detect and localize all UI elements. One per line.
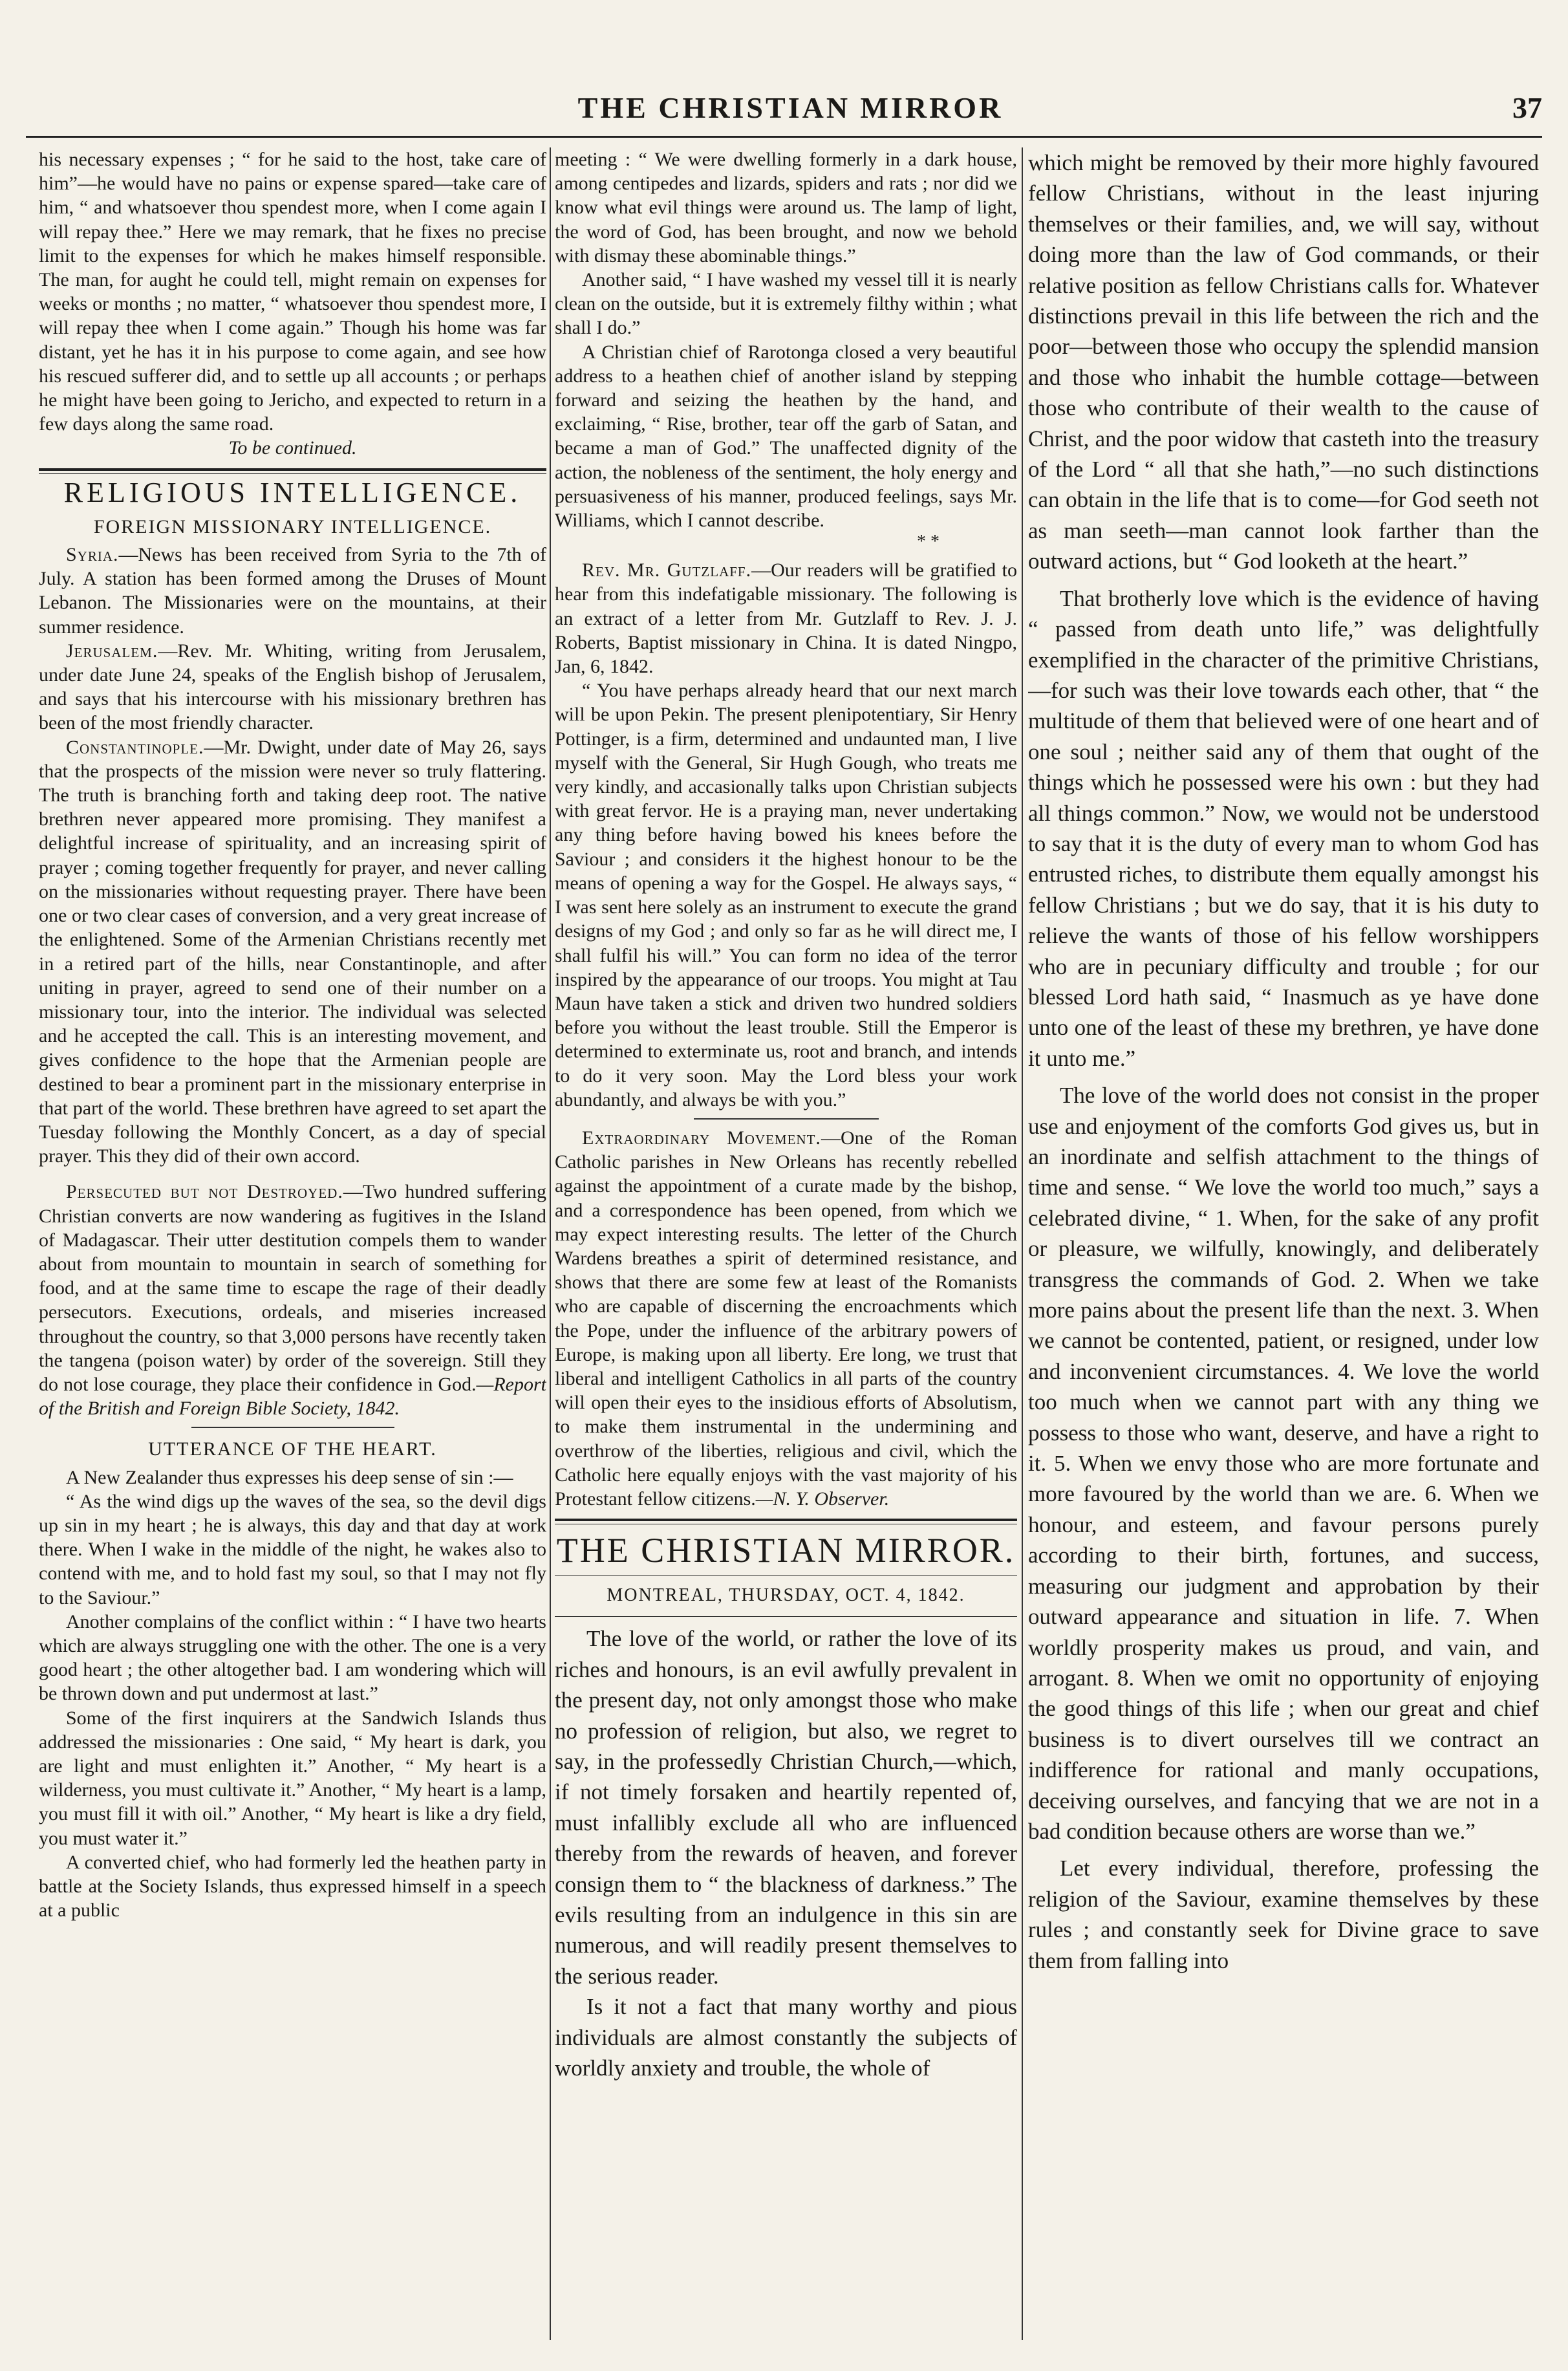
section-rule-bottom — [39, 473, 546, 474]
editorial-paragraph-3: which might be removed by their more highly favoured fellow Christians, without in the least injuring themselves or their families, and, we will say, without doing more than the law of God commands, or their relative position as fellow Christians calls for. Whatever distinctions prevail in this life between the rich and the poor—between those who occupy the splendid mansion and those who inhabit the humble cottage—between those who contribute of their wealth to the cause of Christ, and the poor widow that casteth into the treasury of the Lord “ all that she hath,”—no such distinctions can obtain in the life that is to come—for God seeth not as man seeth—man cannot look farther than the outward actions, but “ God looketh at the heart.” — [1028, 150, 1539, 574]
extraordinary-lead: Extraordinary Movement. — [582, 1127, 821, 1149]
persecuted-source: —Report of the British and Foreign Bible Society, 1842. — [39, 1373, 546, 1420]
article-divider-2 — [694, 1118, 879, 1120]
constantinople-article — [39, 735, 546, 1169]
asterism: * * — [917, 532, 940, 552]
gutzlaff-text: —Our readers will be gratified to hear from this indefatigable missionary. The following is an extract of a letter from Mr. Gutzlaff to Rev. J. J. Roberts, Baptist missionary in China. It is dated Ningpo, Jan, 6, 1842. — [555, 559, 1017, 678]
editorial-paragraph-1: The love of the world, or rather the love of its riches and honours, is an evil awfully prevalent in the present day, not only amongst those who make no profession of religion, but also, we regret to say, in the professedly Christian Church,—which, if not timely forsaken and heartily repented of, must infallibly exclude all who are influenced thereby from the rewards of heaven, and forever consign them to “ the blackness of darkness.” The evils resulting from an indulgence in this sin are numerous, and will readily present themselves to the serious reader. — [555, 1626, 1017, 1989]
extraordinary-source: —N. Y. Observer. — [755, 1488, 890, 1510]
column-3 — [1028, 147, 1539, 2346]
page-number: 37 — [1512, 91, 1542, 124]
constantinople-lead: Constantinople. — [66, 736, 204, 758]
editorial-paragraph-4: That brotherly love which is the evidence of having “ passed from death unto life,” was delightfully exemplified in the character of the primitive Christians,—for such was their love towards each other, that “ the multitude of them that believed were of one heart and of one soul ; neither said any of them that ought of the things which he possessed were his own : but they had all things common.” Now, we would not be understood to say that it is the duty of every man to whom God has entrusted riches, to distribute them equally amongst his fellow Christians ; but we do say, that it is his duty to relieve the wants of those of his fellow worshippers who are in pecuniary difficulty and trouble ; for our blessed Lord hath said, “ Inasmuch as ye have done unto one of the least of these my brethren, ye have done it unto me.” — [1028, 585, 1539, 1071]
running-head-title: THE CHRISTIAN MIRROR — [577, 91, 1004, 124]
editorial-paragraph-6: Let every individual, therefore, professing the religion of the Saviour, examine themselves by these rules ; and constantly seek for Divine grace to save them from falling into — [1028, 1856, 1539, 1973]
utterance-intro: A New Zealander thus expresses his deep sense of sin :— — [66, 1466, 513, 1488]
to-be-continued: To be continued. — [228, 437, 357, 459]
persecuted-article — [39, 1180, 546, 1420]
syria-text: —News has been received from Syria to the 7th of July. A station has been formed among the Druses of Mount Lebanon. The Missionaries were on the mountains, at their summer residence. — [39, 544, 546, 638]
conflict-paragraph: Another complains of the conflict within : “ I have two hearts which are always struggling one with the other. The one is a very good heart ; the other altogether bad. I am wondering which will be thrown down and put undermost at last.” — [39, 1610, 546, 1705]
column-2 — [555, 147, 1017, 2346]
masthead-title: THE CHRISTIAN MIRROR. — [556, 1531, 1016, 1570]
dateline: MONTREAL, THURSDAY, OCT. 4, 1842. — [607, 1585, 965, 1606]
persecuted-text: —Two hundred suffering Christian converts are now wandering as fugitives in the Island of Madagascar. Their utter destitution compels them to wander about from mountain to mountain in search of something for food, and at the same time to escape the rage of their deadly persecutors. Executions, ordeals, and miseries increased throughout the country, so that 3,000 persons have recently taken the tangena (poison water) by order of the sovereign. Still they do not lose courage, they place their confidence in God. — [39, 1181, 546, 1395]
religious-intelligence-heading: RELIGIOUS INTELLIGENCE. — [63, 476, 522, 508]
constantinople-text: —Mr. Dwight, under date of May 26, says that the prospects of the mission were never so truly flattering. The truth is branching forth and taking deep root. The native brethren never appeared more promising. They manifest a delightful increase of spirituality, and an increasing spirit of prayer ; coming together frequently for prayer, and never calling on the missionaries without requesting prayer. There have been one or two clear cases of conversion, and a very great increase of the enlightened. Some of the Armenian Christians recently met in a retired part of the hills, near Constantinople, and after uniting in prayer, agreed to send one of their number on a missionary tour, into the interior. The individual was selected and he accepted the call. This is an interesting movement, and gives confidence to the hope that the Armenian people are destined to bear a prominent part in the missionary enterprise in that part of the world. These brethren have agreed to set apart the Tuesday following the Monthly Concert, as a day of special prayer. This they did of their own accord. — [39, 736, 546, 1167]
converted-chief-paragraph: A converted chief, who had formerly led the heathen party in battle at the Society Islands, thus expressed himself in a speech at a public — [39, 1851, 546, 1922]
foreign-missionary-heading: FOREIGN MISSIONARY INTELLIGENCE. — [93, 515, 492, 537]
syria-lead: Syria. — [66, 544, 119, 566]
masthead-rule-top — [555, 1519, 1017, 1521]
syria-article — [39, 543, 546, 639]
jerusalem-lead: Jerusalem. — [66, 640, 158, 662]
gutzlaff-lead: Rev. Mr. Gutzlaff. — [582, 559, 752, 581]
extraordinary-article — [555, 1126, 1017, 1511]
extraordinary-text: —One of the Roman Catholic parishes in New Orleans has recently rebelled against the appointment of a curate made by the bishop, and a correspondence has been opened, from which we may expect interesting results. The letter of the Church Wardens breathes a spirit of determined resistance, and shows that there are some few at least of the Romanists who are capable of discerning the encroachments which the Pope, under the influence of the arbitrary powers of Europe, is making upon all liberty. Ere long, we trust that liberal and intelligent Catholics in all parts of the country will open their eyes to the insidious efforts of Absolutism, to make them instrumental in the undermining and overthrow of the liberties, religious and civil, which the Catholic here equally enjoys with the vast majority of his Protestant fellow citizens. — [555, 1127, 1017, 1510]
jerusalem-article — [39, 639, 546, 735]
jerusalem-text: —Rev. Mr. Whiting, writing from Jerusalem, under date June 24, speaks of the English bishop of Jerusalem, and says that his intercourse with his missionary brethren has been of the most friendly character. — [39, 640, 546, 734]
column-rule-2 — [1022, 147, 1023, 2340]
vessel-paragraph: Another said, “ I have washed my vessel till it is nearly clean on the outside, but it is extremely filthy within ; what shall I do.” — [555, 269, 1017, 339]
utterance-heading: UTTERANCE OF THE HEART. — [148, 1438, 437, 1460]
persecuted-lead: Persecuted but not Destroyed. — [66, 1181, 343, 1203]
column-rule-1 — [550, 147, 551, 2340]
rarotonga-paragraph: A Christian chief of Rarotonga closed a very beautiful address to a heathen chief of another island by stepping forward and seizing the heathen by the hand, and exclaiming, “ Rise, brother, tear off the garb of Satan, and became a man of God.” The unaffected dignity of the action, the nobleness of the sentiment, the holy energy and persuasiveness of his manner, produced feelings, says Mr. Williams, which I cannot describe. — [555, 341, 1017, 532]
editorial-paragraph-2: Is it not a fact that many worthy and pious individuals are almost constantly the subjects of worldly anxiety and trouble, the whole of — [555, 1994, 1017, 2081]
dateline-rule — [555, 1616, 1017, 1617]
gutzlaff-article — [555, 558, 1017, 678]
column-1 — [39, 147, 546, 2346]
running-head — [39, 91, 1542, 136]
header-rule — [26, 136, 1542, 138]
utterance-quote: “ As the wind digs up the waves of the sea, so the devil digs up sin in my heart ; he is always, this day and that day at work there. When I wake in the middle of the night, he wakes also to contend with me, and to hold fast my soul, so that I may not fly to the Saviour.” — [39, 1490, 546, 1608]
serial-continuation: his necessary expenses ; “ for he said to the host, take care of him”—he would have no pains or expense spared—take care of him, “ and whatsoever thou spendest more, when I come again I will repay thee.” Here we may remark, that he fixes no precise limit to the expenses for which he makes himself responsible. The man, for aught he could tell, might remain on expenses for weeks or months ; no matter, “ whatsoever thou spendest more, I will repay thee when I come again.” Though his home was far distant, yet he has it in his purpose to come again, and see how his rescued sufferer did, and to settle up all accounts ; or perhaps he might have been going to Jericho, and expected to return in a few days along the same road. — [39, 149, 546, 435]
article-divider — [191, 1427, 394, 1428]
sandwich-paragraph: Some of the first inquirers at the Sandwich Islands thus addressed the missionaries : One said, “ My heart is dark, you are light and must enlighten it.” Another, “ My heart is a wilderness, you must cultivate it.” Another, “ My heart is a lamp, you must fill it with oil.” Another, “ My heart is like a dry field, you must water it.” — [39, 1707, 546, 1849]
section-rule-top — [39, 468, 546, 471]
gutzlaff-quote: “ You have perhaps already heard that our next march will be upon Pekin. The present plenipotentiary, Sir Henry Pottinger, is a firm, determined and undaunted man, I live myself with the General, Sir Hugh Gough, who treats me very kindly, and accasionally talks upon Christian subjects with great fervor. He is a praying man, never undertaking any thing before having bowed his knees before the Saviour ; and considers it the highest honour to be the means of opening a way for the Gospel. He always says, “ I was sent here solely as an instrument to execute the grand designs of my God ; and only so far as he will direct me, I shall fulfil his will.” You can form no idea of the terror inspired by the appearance of our troops. You might at Tau Maun have taken a stick and driven two hundred soldiers before you without the least trouble. Still the Emperor is determined to exterminate us, root and branch, and intends to do it very soon. May the Lord bless your work abundantly, and always be with you.” — [555, 680, 1017, 1110]
editorial-paragraph-5: The love of the world does not consist in the proper use and enjoyment of the comforts God gives us, but in an inordinate and selfish attachment to the things of time and sense. “ We love the world too much,” says a celebrated divine, “ 1. When, for the sake of any profit or pleasure, we wilfully, knowingly, and deliberately transgress the commands of God. 2. When we take more pains about the present life than the next. 3. When we cannot be contented, patient, or resigned, under low and inconvenient circumstances. 4. We love the world too much when we cannot part with any thing we possess to those who want, deserve, and have a right to it. 5. When we envy those who are more fortunate and more favoured by the world than we are. 6. When we honour, and esteem, and favour persons purely according to their birth, fortunes, and success, measuring our judgment and approbation by their outward appearance and situation in life. 7. When worldly prosperity makes us proud, and vain, and arrogant. 8. When we omit no opportunity of enjoying the good things of this life ; when our great and chief business is to divert ourselves till we contract an indifference for rational and manly occupations, deceiving ourselves, and fancying that we are not in a bad condition because others are worse than we.” — [1028, 1083, 1539, 1844]
meeting-paragraph: meeting : “ We were dwelling formerly in a dark house, among centipedes and lizards, spiders and rats ; nor did we know what evil things were around us. The lamp of light, the word of God, has been brought, and now we behold with dismay these abominable things.” — [555, 149, 1017, 266]
